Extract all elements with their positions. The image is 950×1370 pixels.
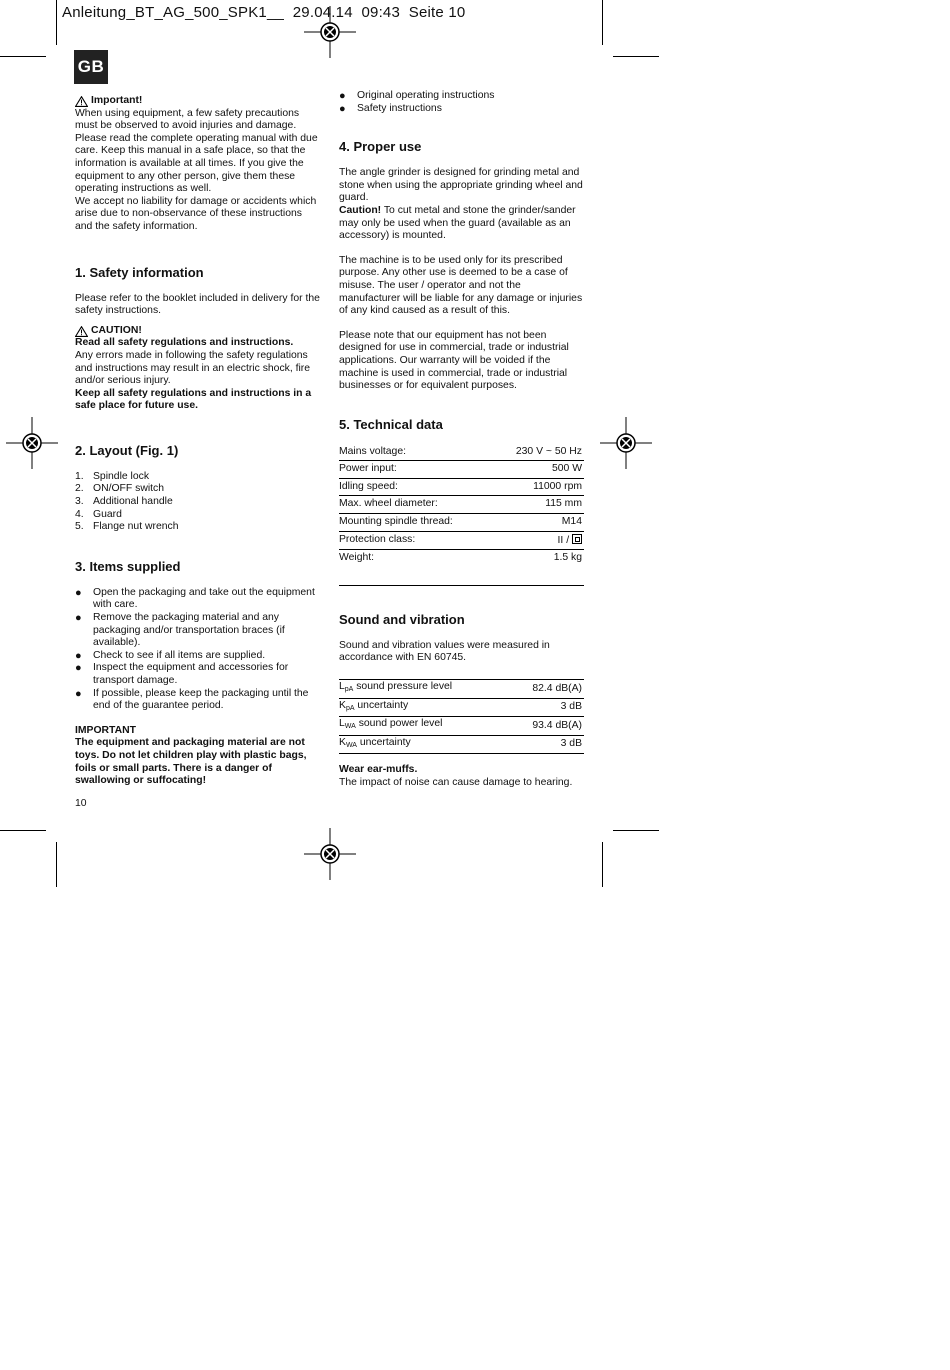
layout-list (75, 471, 323, 534)
list-item: ● Safety instructions (339, 102, 442, 115)
list-item: ● Original operating instructions (339, 90, 495, 102)
table-row: $L_{pA}$ sound pressure level 82.4 dB(A) (339, 680, 584, 699)
protection-class-ii-icon (572, 534, 582, 544)
crop-mark (602, 0, 603, 45)
section-heading-items-supplied: 3. Items supplied (75, 558, 181, 574)
caution-heading: CAUTION! (75, 325, 323, 338)
important-heading: Important! (75, 95, 323, 108)
important-label: IMPORTANT (75, 724, 136, 736)
section-heading-safety: 1. Safety information (75, 264, 204, 280)
table-row: Power input: 500 W (339, 461, 584, 479)
list-item: 1. Spindle lock (75, 470, 150, 482)
safety-text: Please refer to the booklet included in delivery for the safety instructions. (75, 292, 320, 317)
intro-text: When using equipment, a few safety precautions must be observed to avoid injuries and damage. Please read the complete operating manual with due care. Keep this manual in a safe place, so that the information is available at all times. If you give the equipment to any other person, give them these operating instructions as well. We accept no liability for damage or accidents which arise due to non-observance of these instructions and the safety information. (75, 107, 318, 232)
sound-table (339, 679, 584, 754)
table-row: Mains voltage: 230 V ~ 50 Hz (339, 444, 584, 461)
table-row: $K_{pA}$ uncertainty 3 dB (339, 698, 584, 717)
important-text: The equipment and packaging material are not toys. Do not let children play with plastic bags, foils or small parts. There is a danger of swallowing or suffocating! (75, 737, 307, 787)
proper-use-text: The angle grinder is designed for grinding metal and stone when using the appropriate grinding wheel and guard. Caution! To cut metal and stone the grinder/sander may only be used when the guard (available as an accessory) is mounted. (339, 167, 583, 242)
list-item: 4. Guard (75, 508, 122, 520)
section-heading-technical-data: 5. Technical data (339, 416, 443, 432)
table-row: $K_{WA}$ uncertainty 3 dB (339, 735, 584, 754)
registration-mark-icon (304, 6, 356, 58)
table-row: Weight: 1.5 kg (339, 552, 582, 564)
right-column (339, 90, 584, 790)
misuse-text: The machine is to be used only for its prescribed purpose. Any other use is deemed to be a case of misuse. The user / operator and not the manufacturer will be liable for any damage or injuries of any kind caused as a result of this. (339, 254, 583, 317)
crop-mark (613, 56, 659, 57)
caution-text: Any errors made in following the safety regulations and instructions may result in an electric shock, fire and/or serious injury. (75, 349, 311, 387)
warning-triangle-icon (75, 326, 88, 337)
documentation-list (339, 90, 584, 115)
table-row: Idling speed: 11000 rpm (339, 478, 584, 496)
crop-mark (56, 0, 57, 45)
warranty-text: Please note that our equipment has not been designed for use in commercial, trade or industrial applications. Our warranty will be voided if the machine is used in commercial, trade or industrial businesses or for equivalent purposes. (339, 329, 569, 392)
list-item: ● Inspect the equipment and accessories for transport damage. (75, 662, 289, 686)
crop-mark (602, 842, 603, 887)
list-item: 3. Additional handle (75, 496, 173, 508)
table-row: $L_{WA}$ sound power level 93.4 dB(A) (339, 717, 584, 736)
crop-mark (0, 830, 46, 831)
list-item: ● Open the packaging and take out the equipment with care. (75, 586, 315, 611)
caution-keep-text: Keep all safety regulations and instructions in a safe place for future use. (75, 387, 312, 412)
left-column (75, 95, 323, 788)
table-row: Protection class: II / (339, 531, 584, 550)
list-item: ● Remove the packaging material and any packaging and/or transportation braces (if available). (75, 612, 285, 649)
table-divider (339, 585, 584, 586)
list-item: 5. Flange nut wrench (75, 521, 179, 533)
crop-mark (0, 56, 46, 57)
section-heading-layout: 2. Layout (Fig. 1) (75, 442, 179, 458)
language-badge: GB (74, 50, 108, 84)
page-number: 10 (75, 798, 87, 809)
ear-muffs-text: The impact of noise can cause damage to hearing. (339, 777, 573, 788)
list-item: ● Check to see if all items are supplied. (75, 649, 266, 662)
list-item: ● If possible, please keep the packaging until the end of the guarantee period. (75, 687, 309, 712)
caution-bold-line: Read all safety regulations and instructions. (75, 337, 294, 349)
crop-mark (56, 842, 57, 887)
registration-mark-icon (600, 417, 652, 469)
section-heading-sound: Sound and vibration (339, 611, 465, 627)
registration-mark-icon (6, 417, 58, 469)
table-row: Max. wheel diameter: 115 mm (339, 496, 584, 514)
ear-muffs-label: Wear ear-muffs. (339, 764, 418, 776)
warning-triangle-icon (75, 96, 88, 107)
table-row: Mounting spindle thread: M14 (339, 514, 584, 532)
section-heading-proper-use: 4. Proper use (339, 139, 422, 155)
technical-data-table (339, 444, 584, 567)
list-item: 2. ON/OFF switch (75, 483, 165, 495)
print-slug: Anleitung_BT_AG_500_SPK1__ 29.04.14 09:43 Seite 10 (62, 4, 466, 21)
registration-mark-icon (304, 828, 356, 880)
items-supplied-list (75, 587, 323, 713)
crop-mark (613, 830, 659, 831)
sound-text: Sound and vibration values were measured in accordance with EN 60745. (339, 639, 550, 664)
